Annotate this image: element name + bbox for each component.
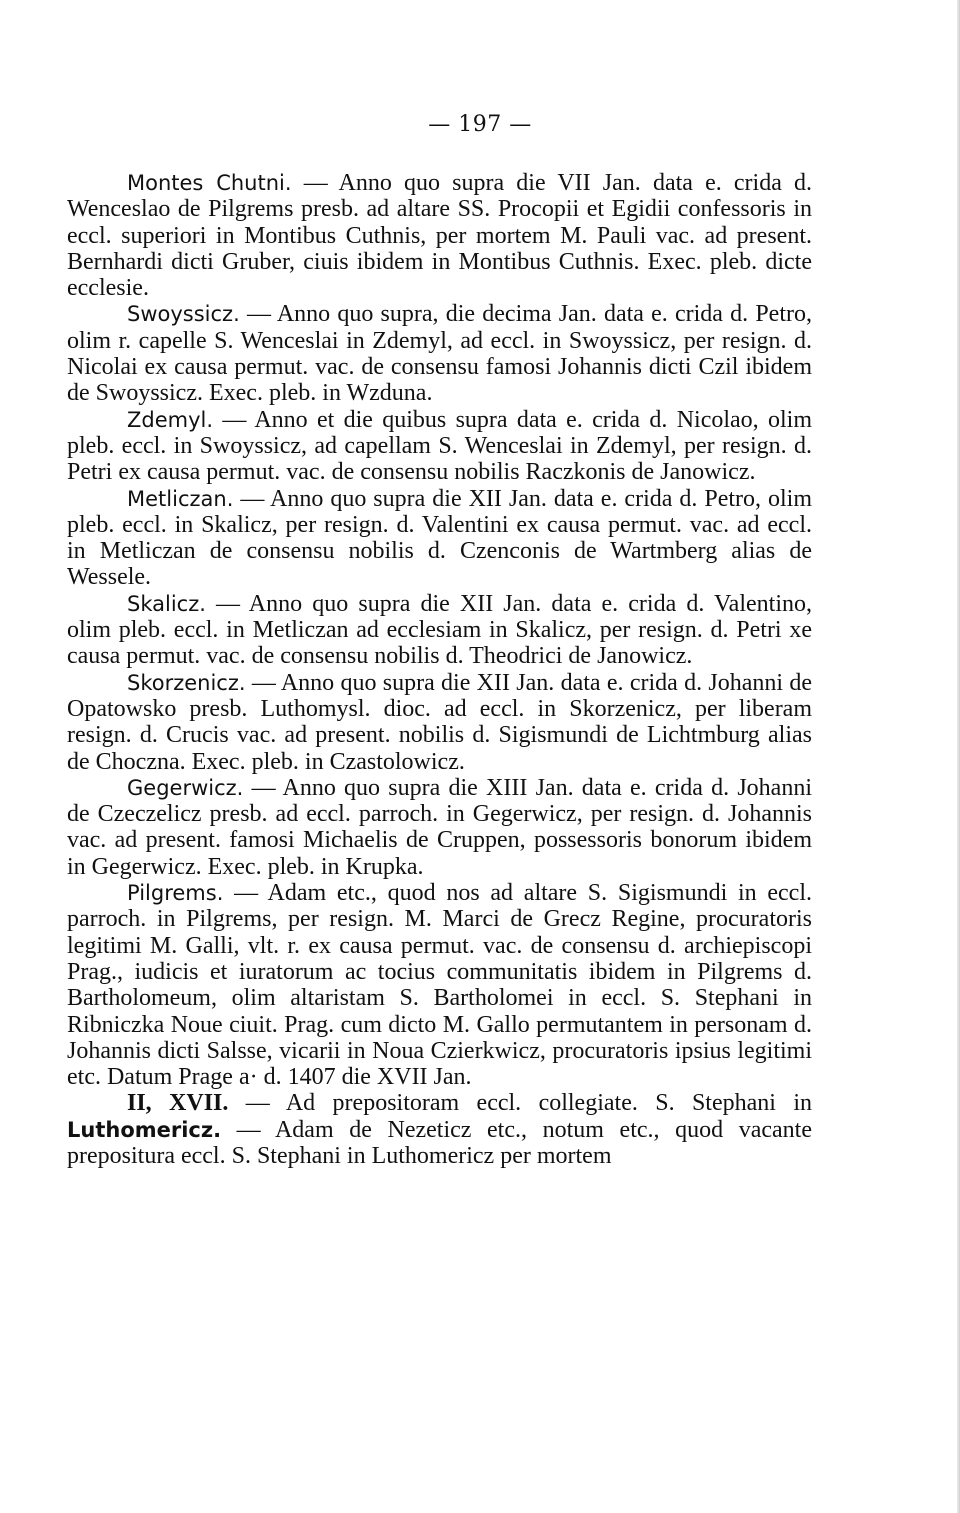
entry-body: — Anno quo supra, die decima Jan. data e. crida d. Petro, olim r. capelle S. Wenceslai in Zdemyl, ad eccl. in Swoyssicz, per resign. d. Nicolai ex causa permut. vac. de consensu famosi Johannis dicti Czil ibidem de Swoyssicz. Exec. pleb. in Wzduna. [67, 301, 812, 407]
entry-luthomericz [67, 1090, 812, 1169]
entry-swoyssicz [67, 301, 812, 406]
entry-skorzenicz [67, 670, 812, 775]
entry-heading: Metliczan. [127, 486, 234, 511]
entry-heading: Skalicz. [127, 591, 206, 616]
entry-metliczan [67, 486, 812, 591]
entry-heading: Gegerwicz. [127, 775, 244, 800]
entry-heading: Skorzenicz. [127, 670, 246, 695]
entry-body: — Anno quo supra die XII Jan. data e. crida d. Valentino, olim pleb. eccl. in Metliczan ad ecclesiam in Skalicz, per resign. d. Petri xe causa permut. vac. de consensu nobilis d. Theodrici de Janowicz. [67, 590, 812, 670]
entry-pilgrems [67, 880, 812, 1090]
entry-heading: Zdemyl. [127, 407, 214, 432]
entry-body: — Adam etc., quod nos ad altare S. Sigismundi in eccl. parroch. in Pilgrems, per resign. M. Marci de Grecz Regine, procuratoris legitimi M. Galli, vlt. r. ex causa permut. vac. de consensu d. archiepiscopi Prag., iudicis et iuratorum ac tocius communitatis ibidem in Pilgrems d. Bartholomeum, olim altaristam S. Bartholomei in eccl. S. Stephani in Ribniczka Noue ciuit. Prag. cum dicto M. Gallo permutantem in personam d. Johannis dicti Salsse, vicarii in Noua Czierkwicz, procuratoris ipsius legitimi etc. Datum Prage a· d. 1407 die XVII Jan. [67, 880, 812, 1091]
entry-roman-numeral: II, XVII. [127, 1090, 229, 1117]
entry-body: — Anno quo supra die XIII Jan. data e. crida d. Johanni de Czeczelicz presb. ad eccl. parroch. in Gegerwicz, per resign. d. Johannis vac. ad present. famosi Michaelis de Cruppen, possessoris bonorum ibidem in Gegerwicz. Exec. pleb. in Krupka. [67, 774, 812, 880]
entry-body: — Anno quo supra die XII Jan. data e. crida d. Petro, olim pleb. eccl. in Skalicz, per resign. d. Valentini ex causa permut. vac. ad eccl. in Metliczan de consensu nobilis d. Czenconis de Wartmberg alias de Wessele. [67, 485, 812, 591]
document-text [67, 170, 812, 1169]
entry-gegerwicz [67, 775, 812, 880]
entry-skalicz [67, 591, 812, 670]
entry-body: — Anno et die quibus supra data e. crida d. Nicolao, olim pleb. eccl. in Swoyssicz, ad capellam S. Wenceslai in Zdemyl, per resign. d. Petri ex causa permut. vac. de consensu nobilis Raczkonis de Janowicz. [67, 406, 812, 486]
entry-heading: Pilgrems. [127, 881, 224, 906]
entry-heading: Swoyssicz. [127, 302, 240, 327]
entry-montes-chutni [67, 170, 812, 301]
entry-zdemyl [67, 407, 812, 486]
entry-heading: Luthomericz. [67, 1117, 222, 1142]
entry-body: — Anno quo supra die XII Jan. data e. crida d. Johanni de Opatowsko presb. Luthomysl. dioc. ad eccl. in Skorzenicz, per liberam resign. d. Crucis vac. ad present. nobilis d. Sigismundi de Lichtmburg alias de Choczna. Exec. pleb. in Czastolowicz. [67, 669, 812, 775]
page-number: — 197 — [428, 112, 532, 137]
entry-intro: — Ad prepositoram eccl. collegiate. S. Stephani in [228, 1090, 812, 1117]
entry-heading: Montes Chutni. [127, 171, 292, 195]
entry-body: — Anno quo supra die VII Jan. data e. crida d. Wenceslao de Pilgrems presb. ad altare SS. Procopii et Egidii confessoris in eccl. superiori in Montibus Cuthnis, per mortem M. Pauli vac. ad present. Bernhardi dicti Gruber, ciuis ibidem in Montibus Cuthnis. Exec. pleb. dicte ecclesie. [67, 170, 812, 302]
entry-body: — Adam de Nezeticz etc., notum etc., quod vacante prepositura eccl. S. Stephani in Luthomericz per mortem [67, 1116, 812, 1169]
